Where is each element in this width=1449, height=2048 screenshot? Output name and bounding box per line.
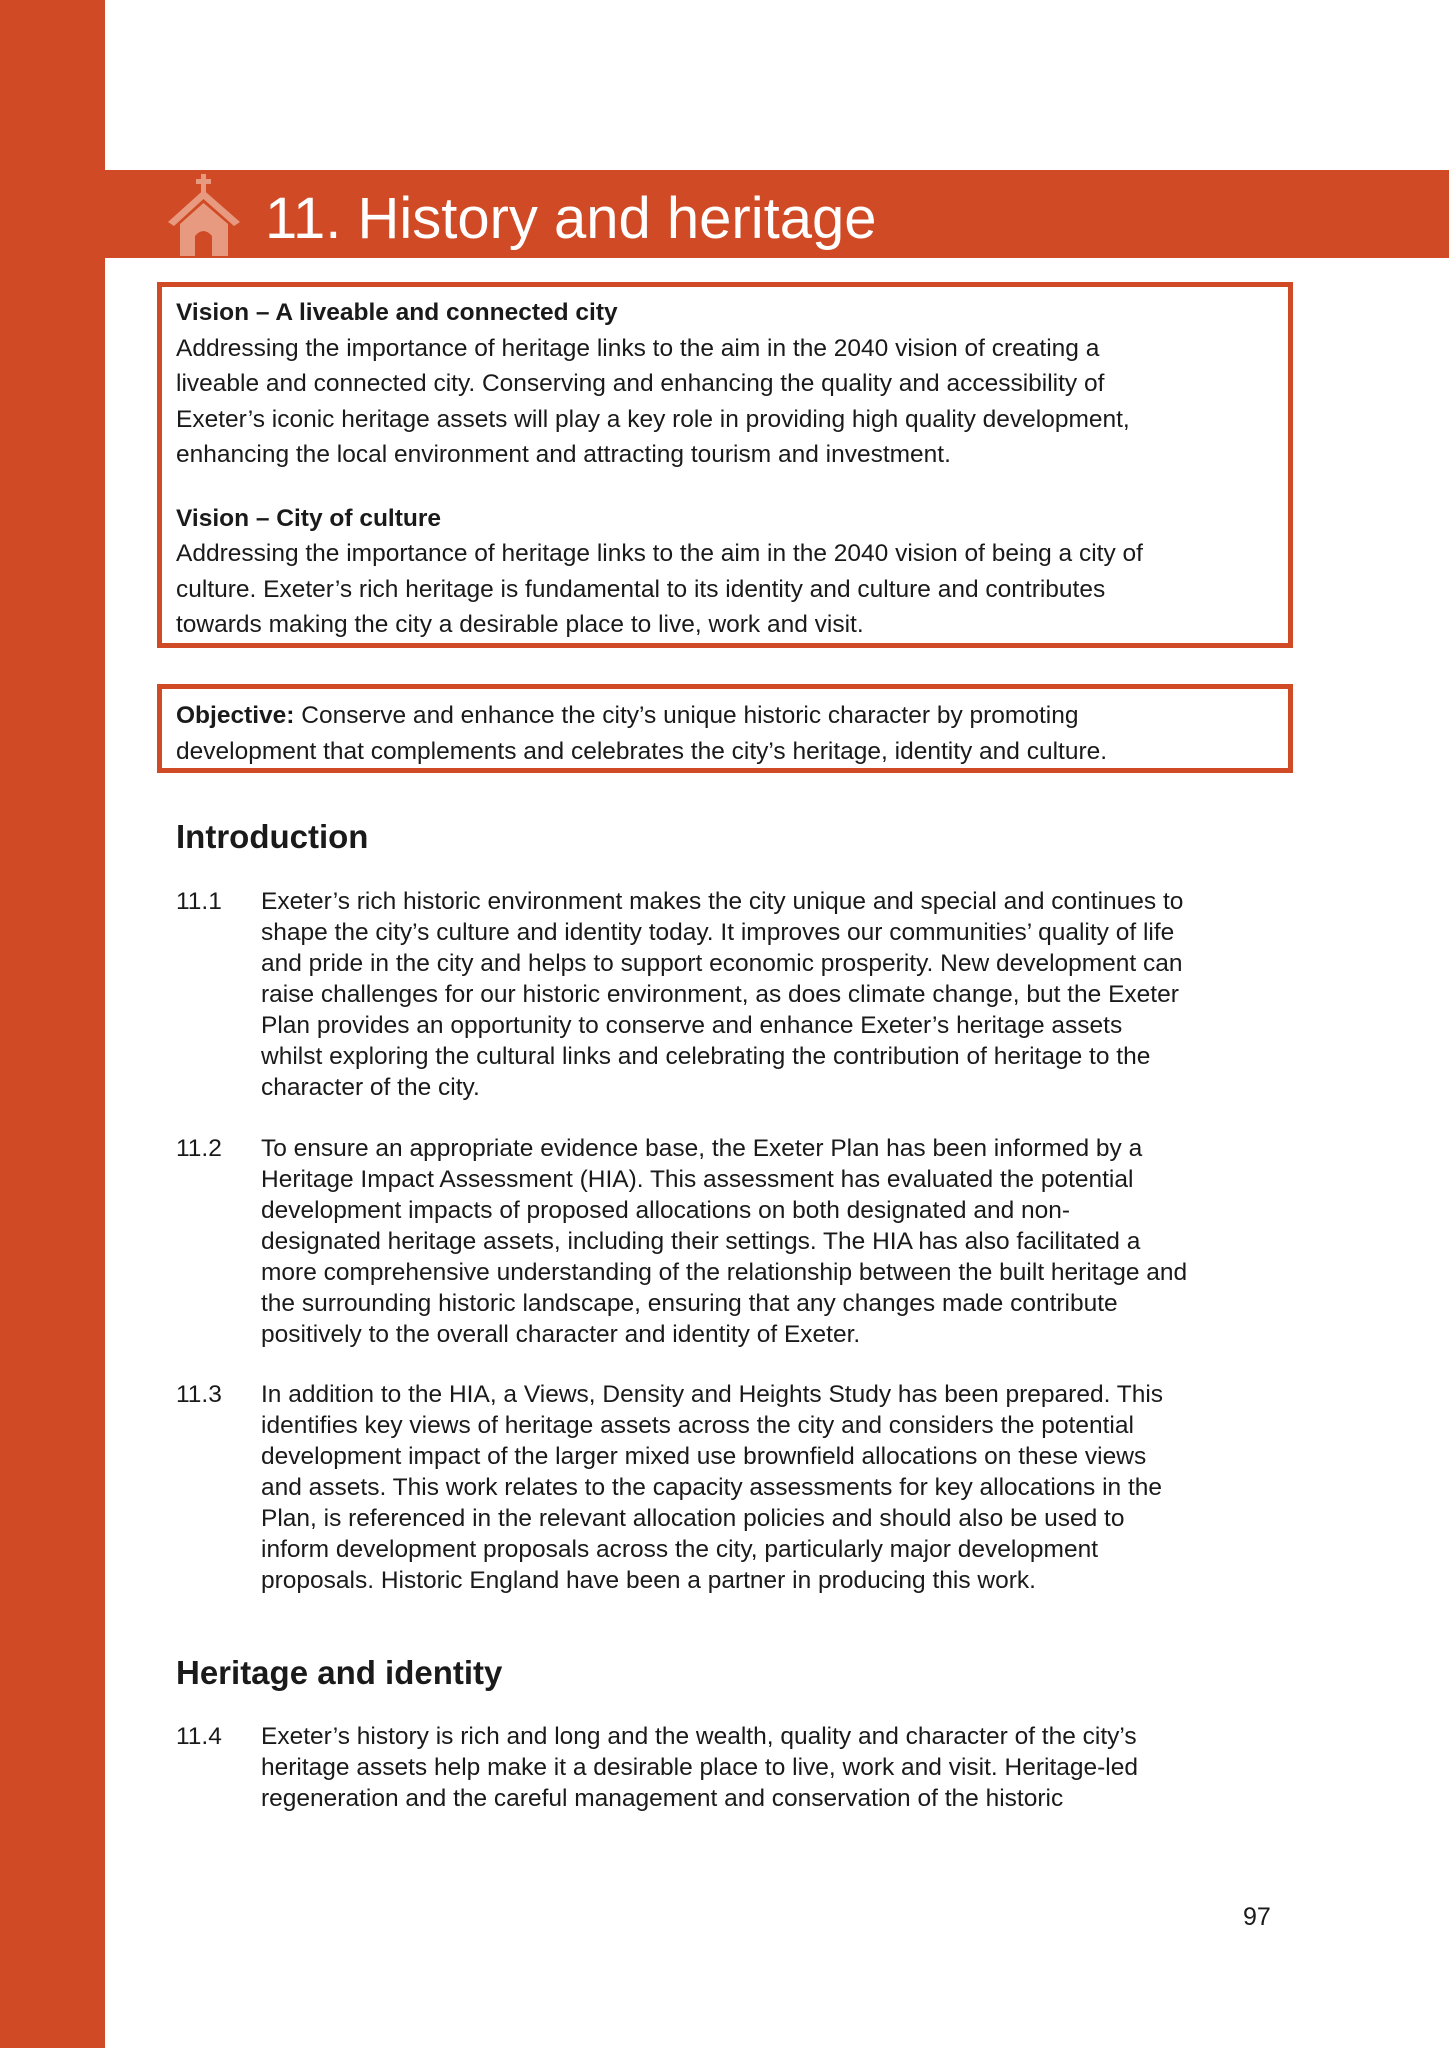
sidebar-band	[0, 0, 105, 2048]
vision-line: enhancing the local environment and attracting tourism and investment.	[176, 441, 951, 468]
paragraph	[176, 886, 1286, 1103]
paragraph-line: designated heritage assets, including their settings. The HIA has also facilitated a	[261, 1228, 1141, 1255]
paragraph	[176, 1133, 1286, 1350]
paragraph-line: heritage assets help make it a desirable place to live, work and visit. Heritage-led	[261, 1754, 1138, 1781]
vision-heading: Vision – A liveable and connected city	[176, 299, 618, 326]
paragraph-line: development impact of the larger mixed use brownfield allocations on these views	[261, 1443, 1147, 1470]
objective-box	[157, 684, 1293, 773]
paragraph-line: Exeter’s history is rich and long and the wealth, quality and character of the city’s	[261, 1723, 1137, 1750]
paragraph-line: identifies key views of heritage assets across the city and considers the potential	[261, 1412, 1134, 1439]
vision-line: culture. Exeter’s rich heritage is fundamental to its identity and culture and contributes	[176, 575, 1106, 603]
paragraph-line: the surrounding historic landscape, ensuring that any changes made contribute	[261, 1290, 1118, 1317]
paragraph-number: 11.1	[176, 888, 222, 915]
paragraph-line: whilst exploring the cultural links and celebrating the contribution of heritage to the	[261, 1043, 1151, 1070]
objective-label: Objective:	[176, 702, 295, 729]
section-heading: Introduction	[176, 818, 369, 855]
paragraph-number: 11.2	[176, 1135, 222, 1162]
paragraph-line: Plan, is referenced in the relevant allocation policies and should also be used to	[261, 1505, 1125, 1532]
paragraph-line: regeneration and the careful management and conservation of the historic	[261, 1785, 1064, 1812]
vision-line: Addressing the importance of heritage links to the aim in the 2040 vision of creating a	[176, 334, 1100, 362]
paragraph-line: character of the city.	[261, 1074, 480, 1101]
paragraph-line: positively to the overall character and identity of Exeter.	[261, 1321, 861, 1348]
paragraph-line: raise challenges for our historic environment, as does climate change, but the Exeter	[261, 981, 1179, 1008]
paragraph-line: In addition to the HIA, a Views, Density and Heights Study has been prepared. This	[261, 1381, 1164, 1408]
paragraph	[176, 1379, 1286, 1596]
vision-line: Addressing the importance of heritage links to the aim in the 2040 vision of being a city of	[176, 540, 1143, 567]
paragraph-line: inform development proposals across the city, particularly major development	[261, 1536, 1099, 1563]
paragraph-line: and assets. This work relates to the capacity assessments for key allocations in the	[261, 1474, 1163, 1501]
paragraph-number: 11.3	[176, 1381, 222, 1408]
paragraph-line: To ensure an appropriate evidence base, the Exeter Plan has been informed by a	[261, 1135, 1143, 1162]
paragraph	[176, 1721, 1286, 1814]
vision-line: liveable and connected city. Conserving and enhancing the quality and accessibility of	[176, 370, 1105, 397]
paragraph-line: and pride in the city and helps to support economic prosperity. New development can	[261, 950, 1183, 977]
page-number: 97	[1243, 1903, 1271, 1931]
section-heading: Heritage and identity	[176, 1654, 503, 1691]
objective-line: Conserve and enhance the city’s unique historic character by promoting	[294, 702, 1079, 729]
paragraph-number: 11.4	[176, 1723, 222, 1750]
paragraph-line: Plan provides an opportunity to conserve and enhance Exeter’s heritage assets	[261, 1012, 1123, 1039]
vision-line: Exeter’s iconic heritage assets will play a key role in providing high quality development,	[176, 405, 1130, 433]
vision-line: towards making the city a desirable place to live, work and visit.	[176, 611, 864, 638]
paragraph-line: proposals. Historic England have been a partner in producing this work.	[261, 1567, 1036, 1594]
objective-line: development that complements and celebrates the city’s heritage, identity and culture.	[176, 737, 1108, 765]
vision-heading: Vision – City of culture	[176, 504, 442, 532]
paragraph-line: Exeter’s rich historic environment makes the city unique and special and continues to	[261, 888, 1184, 915]
vision-box	[157, 282, 1293, 648]
paragraph-line: development impacts of proposed allocations on both designated and non-	[261, 1197, 1071, 1224]
church-icon	[168, 174, 240, 256]
paragraph-line: more comprehensive understanding of the relationship between the built heritage and	[261, 1259, 1188, 1286]
paragraph-line: shape the city’s culture and identity today. It improves our communities’ quality of life	[261, 919, 1175, 946]
page-title: 11. History and heritage	[265, 186, 877, 251]
paragraph-line: Heritage Impact Assessment (HIA). This assessment has evaluated the potential	[261, 1166, 1134, 1193]
